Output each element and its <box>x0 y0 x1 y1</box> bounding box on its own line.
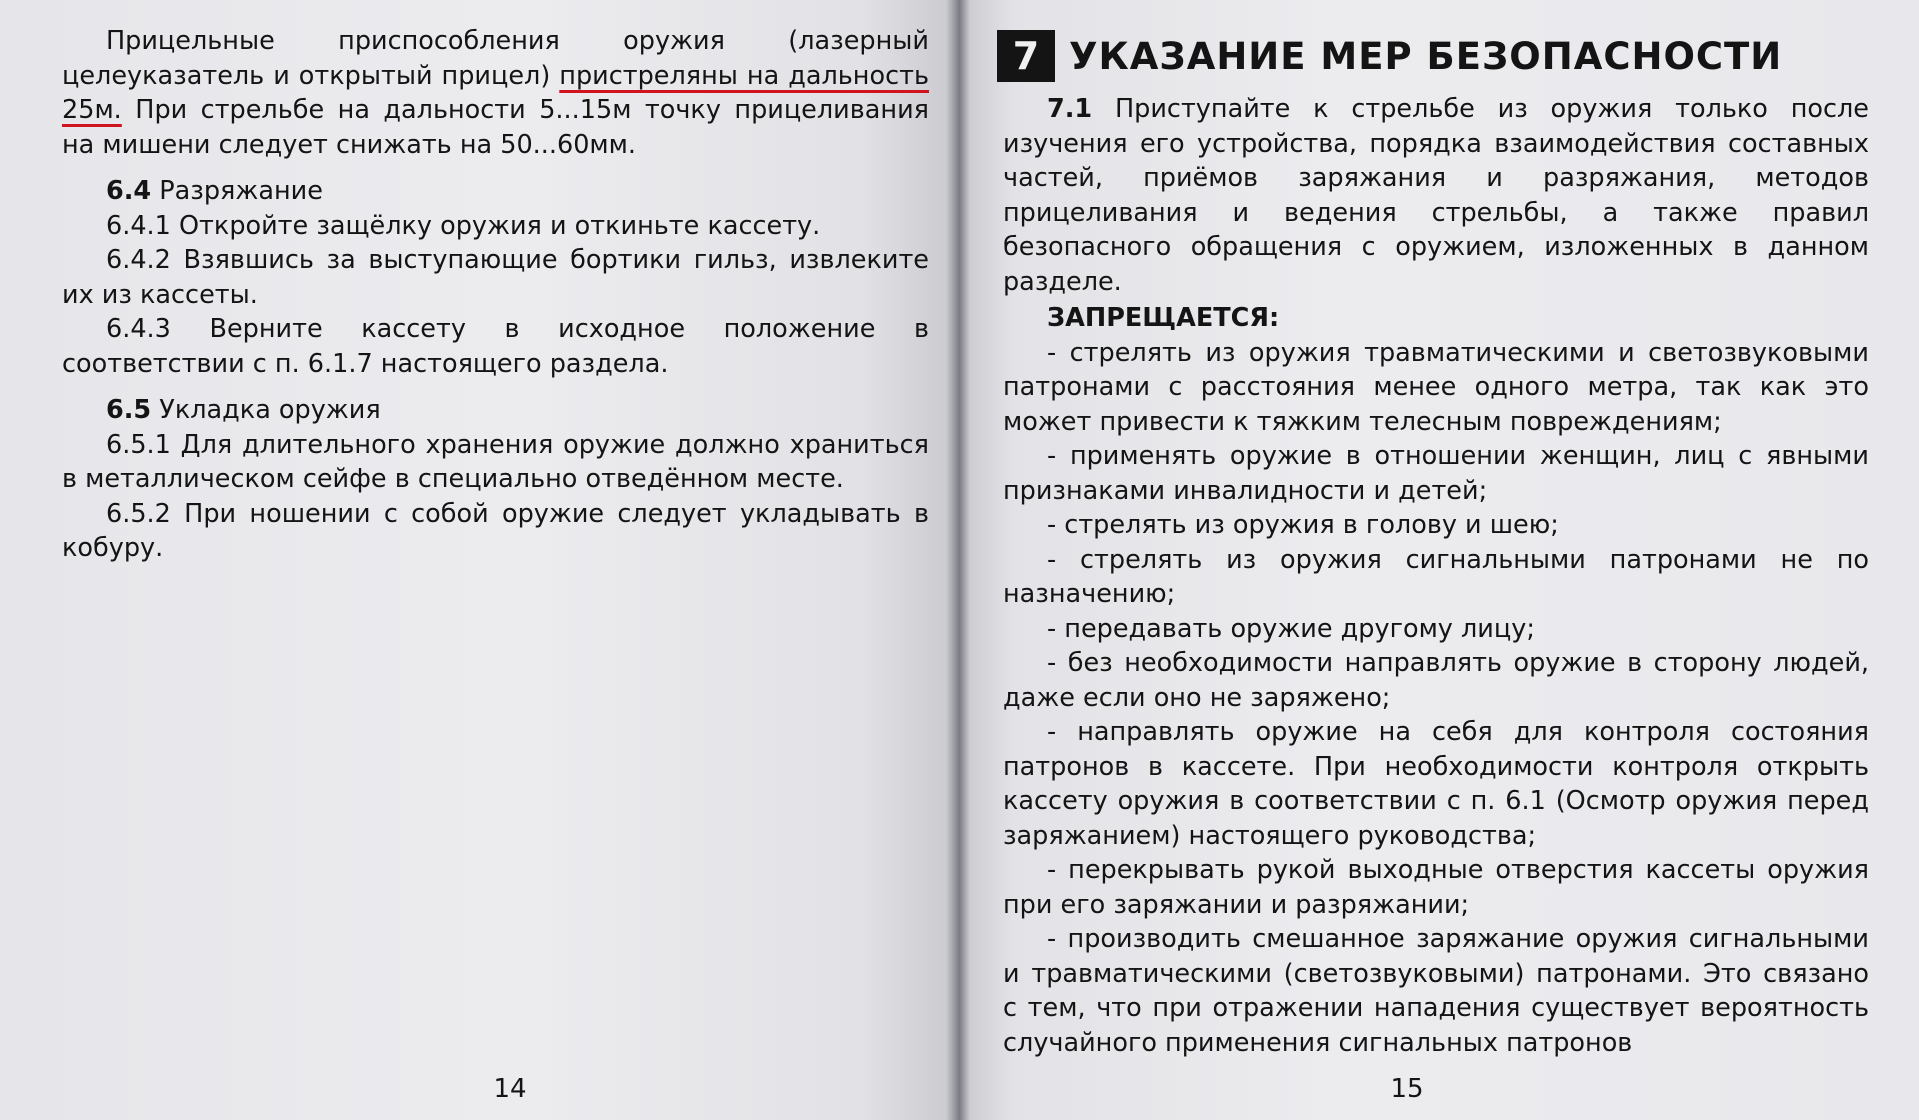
prohibition-item: - стрелять из оружия в голову и шею; <box>1047 510 1559 540</box>
prohibition-item: - стрелять из оружия травматическими и светозвуковыми патронами с расстояния менее одного метра, так как это может привести к тяжким телесным повреждениям; <box>1003 337 1869 437</box>
paragraph-text: Приступайте к стрельбе из оружия только после изучения его устройства, порядка взаимодействия составных частей, приёмов заряжания и разряжания, методов прицеливания и ведения стрельбы, а также правил безопасного обращения с оружием, изложенных в данном разделе. <box>1003 94 1869 297</box>
underlined-range-text: пристреляны на дальность <box>559 60 929 91</box>
prohibition-item: - производить смешанное заряжание оружия сигнальными и травматическими (светозвуковыми) патронами. Это связано с тем, что при отражении нападения существует вероятность случайного применения сигнальных патронов <box>1003 924 1869 1058</box>
intro-paragraph <box>62 24 929 162</box>
section-number: 7.1 <box>1047 94 1093 124</box>
chapter-number-badge: 7 <box>997 30 1055 82</box>
paragraph-6-5-2: 6.5.2 При ношении с собой оружие следует укладывать в кобуру. <box>62 498 929 563</box>
prohibition-item: - перекрывать рукой выходные отверстия кассеты оружия при его заряжании и разряжании; <box>1003 855 1869 920</box>
intro-text-continued: При стрельбе на дальности 5...15м точку прицеливания на мишени следует снижать на 50...60мм. <box>62 95 929 160</box>
page-number-left: 14 <box>493 1074 527 1104</box>
prohibition-item: - без необходимости направлять оружие в сторону людей, даже если оно не заряжено; <box>1003 648 1869 713</box>
paragraph-6-4-1: 6.4.1 Откройте защёлку оружия и откиньте кассету. <box>106 210 821 241</box>
section-title: Разряжание <box>159 176 323 206</box>
section-heading-6-4 <box>62 174 929 209</box>
paragraph-6-4-2: 6.4.2 Взявшись за выступающие бортики гильз, извлеките их из кассеты. <box>62 245 929 310</box>
paragraph-7-1 <box>1003 92 1869 299</box>
section-title: Укладка оружия <box>159 395 381 425</box>
intro-text: Прицельные приспособления оружия (лазерный целеуказатель и открытый прицел) <box>62 26 929 91</box>
section-heading-6-5 <box>62 393 929 428</box>
page-number-right: 15 <box>1390 1074 1424 1104</box>
section-number: 6.4 <box>106 176 152 206</box>
right-page <box>955 0 1919 1120</box>
chapter-heading <box>997 30 1869 82</box>
underlined-distance-text: 25м. <box>62 95 122 125</box>
prohibition-item: - направлять оружие на себя для контроля состояния патронов в кассете. При необходимости контроля открыть кассету оружия в соответствии с п. 6.1 (Осмотр оружия перед заряжанием) настоящего руководства; <box>1003 717 1869 851</box>
left-page <box>0 0 955 1120</box>
paragraph-6-4-3: 6.4.3 Верните кассету в исходное положение в соответствии с п. 6.1.7 настоящего раздела. <box>62 314 929 379</box>
chapter-title: УКАЗАНИЕ МЕР БЕЗОПАСНОСТИ <box>1069 34 1783 78</box>
section-number: 6.5 <box>106 395 152 425</box>
prohibited-heading: ЗАПРЕЩАЕТСЯ: <box>1047 303 1280 333</box>
prohibition-item: - передавать оружие другому лицу; <box>1047 613 1535 644</box>
prohibition-item: - стрелять из оружия сигнальными патронами не по назначению; <box>1003 544 1869 609</box>
prohibition-item: - применять оружие в отношении женщин, лиц с явными признаками инвалидности и детей; <box>1003 441 1869 506</box>
paragraph-6-5-1: 6.5.1 Для длительного хранения оружие должно храниться в металлическом сейфе в специально отведённом месте. <box>62 429 929 494</box>
